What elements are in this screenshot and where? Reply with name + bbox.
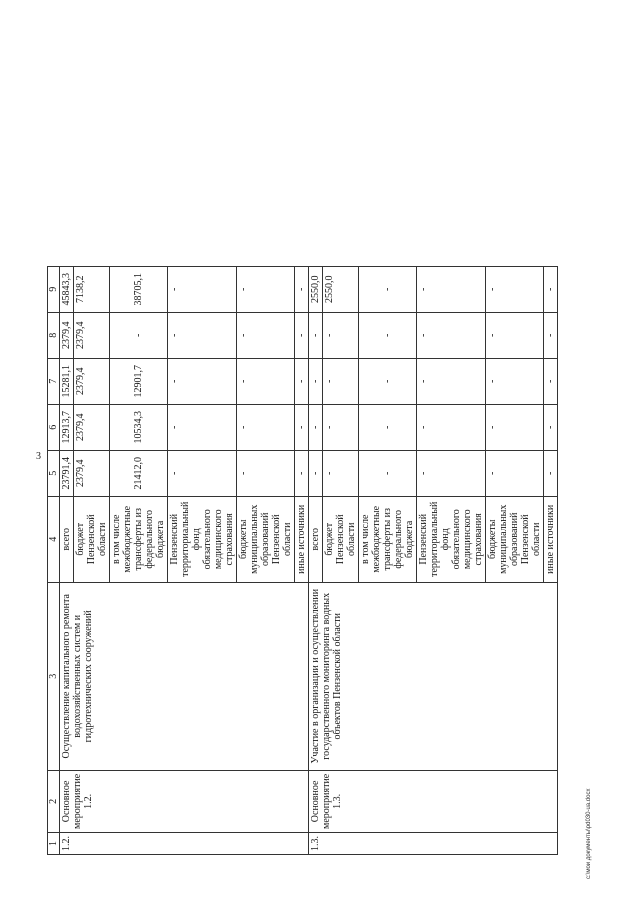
amount-cell: 10534,3 bbox=[110, 404, 168, 450]
amount-cell: - bbox=[323, 358, 359, 404]
amount-cell: - bbox=[168, 450, 237, 496]
amount-cell: - bbox=[359, 450, 417, 496]
amount-cell: - bbox=[309, 312, 323, 358]
amount-cell: - bbox=[417, 404, 486, 450]
section-type: Основное мероприятие 1.3. bbox=[309, 770, 558, 832]
amount-cell: - bbox=[486, 312, 544, 358]
amount-cell: - bbox=[309, 358, 323, 404]
funding-source: бюджет Пензенской области bbox=[74, 496, 110, 582]
amount-cell: - bbox=[237, 266, 295, 312]
amount-cell: - bbox=[168, 266, 237, 312]
amount-cell: 7138,2 bbox=[74, 266, 110, 312]
amount-cell: - bbox=[323, 312, 359, 358]
page-number: 3 bbox=[36, 451, 41, 462]
amount-cell: - bbox=[359, 266, 417, 312]
amount-cell: - bbox=[544, 312, 558, 358]
amount-cell: - bbox=[417, 266, 486, 312]
amount-cell: 2550,0 bbox=[309, 266, 323, 312]
amount-cell: - bbox=[309, 450, 323, 496]
funding-source: иные источники bbox=[544, 496, 558, 582]
amount-cell: - bbox=[544, 358, 558, 404]
column-number: 1 bbox=[48, 833, 60, 855]
column-number: 2 bbox=[48, 770, 60, 832]
section-number: 1.2. bbox=[60, 833, 309, 855]
amount-cell: - bbox=[309, 404, 323, 450]
amount-cell: - bbox=[544, 450, 558, 496]
column-number: 5 bbox=[48, 450, 60, 496]
amount-cell: - bbox=[295, 358, 309, 404]
amount-cell: 2550,0 bbox=[323, 266, 359, 312]
amount-cell: - bbox=[417, 358, 486, 404]
amount-cell: - bbox=[295, 312, 309, 358]
amount-cell: 2379,4 bbox=[60, 312, 74, 358]
amount-cell: - bbox=[544, 404, 558, 450]
section-number: 1.3. bbox=[309, 833, 558, 855]
funding-source: в том числе межбюджетные трансферты из федерального бюджета bbox=[359, 496, 417, 582]
amount-cell: - bbox=[486, 450, 544, 496]
amount-cell: 2379,4 bbox=[74, 358, 110, 404]
amount-cell: - bbox=[237, 358, 295, 404]
column-number: 8 bbox=[48, 312, 60, 358]
amount-cell: 23791,4 bbox=[60, 450, 74, 496]
amount-cell: - bbox=[359, 358, 417, 404]
section-name: Участие в организации и осуществлении государственного мониторинга водных объектов Пензенской области bbox=[309, 582, 558, 770]
column-number: 9 bbox=[48, 266, 60, 312]
amount-cell: - bbox=[237, 312, 295, 358]
table-row bbox=[309, 266, 323, 854]
amount-cell: - bbox=[486, 358, 544, 404]
section-type: Основное мероприятие 1.2. bbox=[60, 770, 309, 832]
amount-cell: 2379,4 bbox=[74, 404, 110, 450]
column-number: 7 bbox=[48, 358, 60, 404]
amount-cell: - bbox=[237, 404, 295, 450]
amount-cell: - bbox=[359, 404, 417, 450]
amount-cell: - bbox=[323, 404, 359, 450]
amount-cell: 38705,1 bbox=[110, 266, 168, 312]
column-number-row bbox=[48, 266, 60, 854]
section-name: Осуществление капитального ремонта водохозяйственных систем и гидротехнических сооружений bbox=[60, 582, 309, 770]
amount-cell: - bbox=[486, 404, 544, 450]
funding-source: бюджет Пензенской области bbox=[323, 496, 359, 582]
amount-cell: 21412,0 bbox=[110, 450, 168, 496]
amount-cell: - bbox=[237, 450, 295, 496]
amount-cell: - bbox=[417, 312, 486, 358]
amount-cell: 12901,7 bbox=[110, 358, 168, 404]
funding-source: Пензенский территориальный фонд обязательного медицинского страхования bbox=[168, 496, 237, 582]
amount-cell: - bbox=[168, 312, 237, 358]
amount-cell: - bbox=[168, 404, 237, 450]
amount-cell: - bbox=[359, 312, 417, 358]
funding-source: иные источники bbox=[295, 496, 309, 582]
funding-source: всего bbox=[60, 496, 74, 582]
funding-source: бюджеты муниципальных образований Пензенской области bbox=[237, 496, 295, 582]
amount-cell: 12913,7 bbox=[60, 404, 74, 450]
amount-cell: 2379,4 bbox=[74, 450, 110, 496]
funding-source: бюджеты муниципальных образований Пензенской области bbox=[486, 496, 544, 582]
file-path-footer: c:\мои документы\pd030-ua.docx bbox=[586, 788, 592, 879]
column-number: 6 bbox=[48, 404, 60, 450]
amount-cell: - bbox=[168, 358, 237, 404]
amount-cell: 15281,1 bbox=[60, 358, 74, 404]
funding-source: всего bbox=[309, 496, 323, 582]
column-number: 4 bbox=[48, 496, 60, 582]
amount-cell: - bbox=[544, 266, 558, 312]
amount-cell: - bbox=[295, 450, 309, 496]
column-number: 3 bbox=[48, 582, 60, 770]
amount-cell: - bbox=[110, 312, 168, 358]
funding-source: Пензенский территориальный фонд обязательного медицинского страхования bbox=[417, 496, 486, 582]
amount-cell: - bbox=[323, 450, 359, 496]
amount-cell: - bbox=[295, 266, 309, 312]
amount-cell: 45843,3 bbox=[60, 266, 74, 312]
amount-cell: 2379,4 bbox=[74, 312, 110, 358]
amount-cell: - bbox=[295, 404, 309, 450]
table-row bbox=[60, 266, 74, 854]
amount-cell: - bbox=[417, 450, 486, 496]
funding-table bbox=[47, 266, 558, 855]
funding-source: в том числе межбюджетные трансферты из федерального бюджета bbox=[110, 496, 168, 582]
amount-cell: - bbox=[486, 266, 544, 312]
